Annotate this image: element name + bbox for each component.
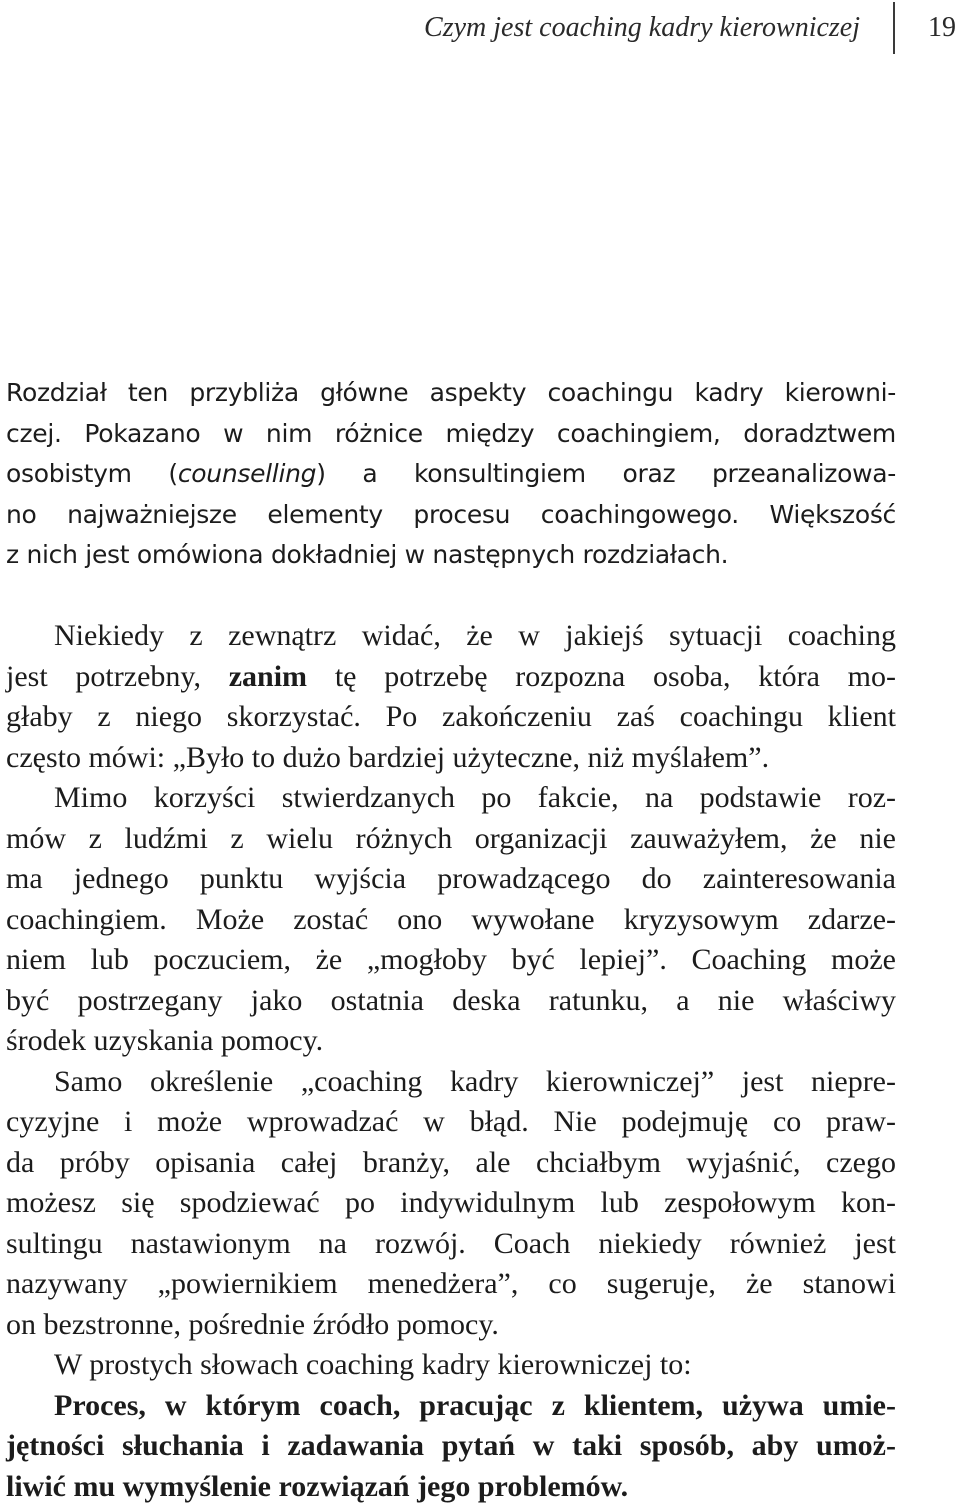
running-title: Czym jest coaching kadry kierowniczej	[424, 12, 860, 44]
body-text	[6, 616, 896, 1507]
paragraph-line	[6, 657, 896, 698]
intro-text: najważniejsze elementy procesu coachingowego. Większość	[67, 500, 896, 529]
paragraph-line: być postrzegany jako ostatnia deska ratunku, a nie właściwy	[6, 981, 896, 1022]
intro-text: no	[6, 500, 67, 529]
paragraph-line: często mówi: „Było to dużo bardziej użyteczne, niż myślałem”.	[6, 738, 896, 779]
intro-line	[6, 454, 896, 495]
header-divider	[893, 2, 895, 54]
intro-line: czej. Pokazano w nim różnice między coachingiem, doradztwem	[6, 414, 896, 455]
paragraph-line: mów z ludźmi z wielu różnych organizacji zauważyłem, że nie	[6, 819, 896, 860]
paragraph-line: nazywany „powiernikiem menedżera”, co sugeruje, że stanowi	[6, 1264, 896, 1305]
emphasis-word: zanim	[229, 660, 307, 693]
definition-line	[6, 1386, 896, 1427]
page-number: 19	[928, 12, 956, 44]
paragraph-line: głaby z niego skorzystać. Po zakończeniu zaś coachingu klient	[6, 697, 896, 738]
intro-line: z nich jest omówiona dokładniej w następnych rozdziałach.	[6, 535, 896, 576]
definition-text: Proces, w którym coach, pracując z klientem, używa umie-	[54, 1389, 896, 1422]
paragraph-line: W prostych słowach coaching kadry kierowniczej to:	[6, 1345, 896, 1386]
paragraph-line: niem lub poczuciem, że „mogłoby być lepiej”. Coaching może	[6, 940, 896, 981]
paragraph-line: cyzyjne i może wprowadzać w błąd. Nie podejmuję co praw-	[6, 1102, 896, 1143]
paragraph-line: środek uzyskania pomocy.	[6, 1021, 896, 1062]
definition-line	[6, 1467, 896, 1507]
paragraph-line: coachingiem. Może zostać ono wywołane kryzysowym zdarze-	[6, 900, 896, 941]
paragraph-line: on bezstronne, pośrednie źródło pomocy.	[6, 1305, 896, 1346]
paragraph-line: Samo określenie „coaching kadry kierowniczej” jest niepre-	[6, 1062, 896, 1103]
paragraph-line: sultingu nastawionym na rozwój. Coach niekiedy również jest	[6, 1224, 896, 1265]
paragraph-text: tę potrzebę rozpozna osoba, która mo-	[307, 660, 896, 693]
definition-line	[6, 1426, 896, 1467]
page-header	[0, 0, 960, 60]
chapter-intro	[6, 373, 896, 576]
intro-text: osobistym (	[6, 459, 178, 488]
definition-text: liwić mu wymyślenie rozwiązań jego problemów.	[6, 1470, 628, 1503]
paragraph-line: możesz się spodziewać po indywidulnym lub zespołowym kon-	[6, 1183, 896, 1224]
intro-line: Rozdział ten przybliża główne aspekty coachingu kadry kierowni-	[6, 373, 896, 414]
paragraph-line: ma jednego punktu wyjścia prowadzącego do zainteresowania	[6, 859, 896, 900]
paragraph-line: Niekiedy z zewnątrz widać, że w jakiejś sytuacji coaching	[6, 616, 896, 657]
intro-italic-term: counselling	[178, 459, 316, 488]
definition-text: jętności słuchania i zadawania pytań w taki sposób, aby umoż-	[6, 1429, 896, 1462]
intro-line	[6, 495, 896, 536]
paragraph-line: Mimo korzyści stwierdzanych po fakcie, na podstawie roz-	[6, 778, 896, 819]
paragraph-line: da próby opisania całej branży, ale chciałbym wyjaśnić, czego	[6, 1143, 896, 1184]
intro-text: ) a konsultingiem oraz przeanalizowa-	[316, 459, 896, 488]
paragraph-text: jest potrzebny,	[6, 660, 229, 693]
